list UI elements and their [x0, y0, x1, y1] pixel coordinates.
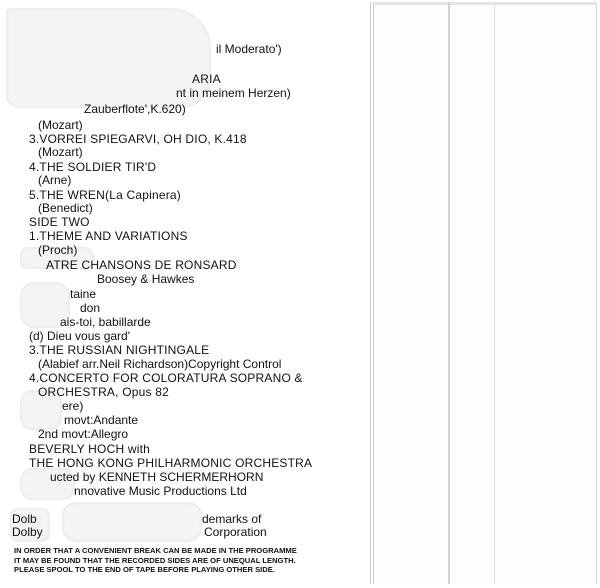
- track-title: 4.CONCERTO FOR COLORATURA SOPRANO &: [29, 371, 303, 385]
- subtrack-line: ais-toi, babillarde: [60, 315, 151, 329]
- track-title-cont: ORCHESTRA, Opus 82: [38, 385, 169, 399]
- trademark-line: Dolb: [12, 512, 37, 526]
- track-title: ATRE CHANSONS DE RONSARD: [46, 258, 237, 272]
- track-line: nt in meinem Herzen): [176, 86, 291, 100]
- trademark-line: Dolby: [12, 525, 43, 539]
- track-title: 3.THE RUSSIAN NIGHTINGALE: [29, 343, 210, 357]
- track-line: Zauberflote',K.620): [84, 102, 186, 116]
- track-title: 4.THE SOLDIER TIR'D: [29, 160, 157, 174]
- trademark-line: Corporation: [204, 525, 267, 539]
- back-flap-panel: [449, 2, 597, 584]
- side-heading: SIDE TWO: [29, 215, 90, 229]
- movement-line: 2nd movt:Allegro: [38, 427, 129, 441]
- subtrack-line: (d) Dieu vous gard': [29, 329, 131, 343]
- track-composer: (Benedict): [38, 201, 93, 215]
- track-composer: (Arne): [38, 173, 72, 187]
- panel-edge: [374, 2, 448, 5]
- cassette-inlay-card: [2, 2, 371, 584]
- subtrack-line: don: [80, 301, 101, 315]
- panel-edge: [450, 2, 596, 5]
- copyright-line: nnovative Music Productions Ltd: [74, 484, 247, 498]
- spine-panel: [373, 2, 449, 584]
- notice-line: PLEASE SPOOL TO THE END OF TAPE BEFORE PLAYING OTHER SIDE.: [14, 565, 275, 574]
- movement-line: movt:Andante: [64, 413, 139, 427]
- track-line: ARIA: [192, 72, 221, 86]
- trademark-line: demarks of: [202, 512, 262, 526]
- subtrack-line: taine: [70, 287, 97, 301]
- notice-line: IN ORDER THAT A CONVENIENT BREAK CAN BE MADE IN THE PROGRAMME: [14, 546, 297, 555]
- track-title: 3.VORREI SPIEGARVI, OH DIO, K.418: [29, 132, 247, 146]
- notice-line: IT MAY BE FOUND THAT THE RECORDED SIDES ARE OF UNEQUAL LENGTH.: [14, 555, 296, 565]
- performer-line: BEVERLY HOCH with: [29, 442, 150, 456]
- track-title: 5.THE WREN(La Capinera): [29, 188, 181, 202]
- track-composer: (Mozart): [38, 118, 83, 132]
- track-title: 1.THEME AND VARIATIONS: [29, 229, 188, 243]
- track-composer: ere): [62, 399, 84, 413]
- track-composer: (Mozart): [38, 145, 83, 159]
- performer-line: THE HONG KONG PHILHARMONIC ORCHESTRA: [29, 456, 313, 470]
- torn-paper-area: [62, 502, 202, 542]
- fold-line: [494, 2, 495, 584]
- track-composer: (Alabief arr.Neil Richardson)Copyright Control: [38, 357, 282, 371]
- publisher-line: Boosey & Hawkes: [97, 272, 195, 286]
- track-composer: (Proch): [38, 243, 78, 257]
- playback-notice: [14, 546, 364, 575]
- track-line: il Moderato'): [216, 42, 282, 56]
- conductor-line: ucted by KENNETH SCHERMERHORN: [50, 470, 264, 484]
